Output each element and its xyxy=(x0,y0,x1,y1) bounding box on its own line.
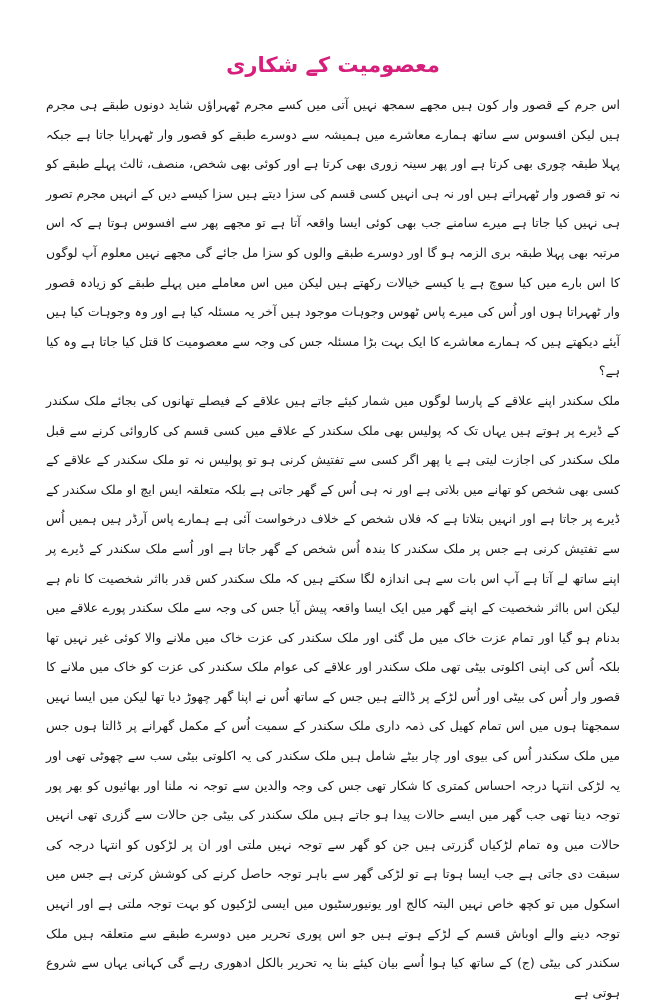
paragraph-intro: اس جرم کے قصور وار کون ہیں مجھے سمجھ نہیں آتی میں کسے مجرم ٹھہراؤں شاید دونوں طبقے ہی مجرم ہیں لیکن افسوس سے ساتھ ہمارے معاشرے میں ہمیشہ سے دوسرے طبقے کو قصور وار ٹھہرایا جاتا ہے جبکہ پہلا طبقہ چوری بھی کرتا ہے اور پھر سینہ زوری بھی کرتا ہے اور کوئی بھی شخص، منصف، ثالث پہلے طبقے کو نہ تو قصور وار ٹھہراتے ہیں اور نہ ہی انہیں کسی قسم کی سزا دیتے ہیں سزا کیسے دیں کے انہیں مجرم تصور ہی نہیں کیا جاتا ہے میرے سامنے جب بھی کوئی ایسا واقعہ آتا ہے تو مجھے پھر سے افسوس ہوتا ہے کہ اس مرتبہ بھی پہلا طبقہ بری الزمہ ہو گا اور دوسرے طبقے والوں کو سزا مل جائے گی مجھے نہیں معلوم آپ لوگوں کا اس بارے میں کیا سوچ ہے یا کیسے خیالات رکھتے ہیں لیکن میں اس معاملے میں پہلے طبقے کو زیادہ قصور وار ٹھہراتا ہوں اور اُس کی میرے پاس ٹھوس وجوہات موجود ہیں آخر یہ مسئلہ کیا ہے اور وہ وجوہات کیا ہیں آیئے دیکھتے ہیں کہ ہمارے معاشرے کا ایک بہت بڑا مسئلہ جس کی وجہ سے معصومیت کا قتل کیا جاتا ہے وہ کیا ہے؟ xyxy=(46,97,620,379)
paragraph-story: ملک سکندر اپنے علاقے کے پارسا لوگوں میں شمار کیئے جاتے ہیں علاقے کے فیصلے تھانوں کی بجائے ملک سکندر کے ڈیرے پر ہوتے ہیں یہاں تک کہ پولیس بھی ملک سکندر کے علاقے میں کسی قسم کی کاروائی کرنے سے قبل ملک سکندر کی اجازت لیتی ہے یا پھر اگر کسی سے تفتیش کرنی ہو تو پولیس نہ تو ملک سکندر کے علاقے کے کسی بھی شخص کو تھانے میں بلاتی ہے اور نہ ہی اُس کے گھر جاتی ہے بلکہ متعلقہ ایس ایچ او ملک سکندر کے ڈیرے پر جاتا ہے اور انہیں بتلاتا ہے کہ فلاں شخص کے خلاف درخواست آئی ہے ہمارے پاس آرڈر ہیں ہمیں اُس سے تفتیش کرنی ہے جس پر ملک سکندر کا بندہ اُس شخص کے گھر جاتا ہے اور اُسے ملک سکندر کے ڈیرے پر اپنے ساتھ لے آتا ہے آپ اس بات سے ہی اندازہ لگا سکتے ہیں کہ ملک سکندر کس قدر بااثر شخصیت کا نام ہے لیکن اس بااثر شخصیت کے اپنے گھر میں ایک ایسا واقعہ پیش آیا جس کی وجہ سے ملک سکندر پورے علاقے میں بدنام ہو گیا اور تمام عزت خاک میں مل گئی اور ملک سکندر کی عزت خاک میں ملانے والا کوئی غیر نہیں تھا بلکہ اُس کی اپنی اکلوتی بیٹی تھی ملک سکندر اور علاقے کی عوام ملک سکندر کی عزت کو خاک میں ملانے کا قصور وار اُس کی بیٹی اور اُس لڑکے پر ڈالتے ہیں جس کے ساتھ اُس نے اپنا گھر چھوڑ دیا تھا لیکن میں ایسا نہیں سمجھتا ہوں میں اس تمام کھیل کی ذمہ داری ملک سکندر کے سمیت اُس کے مکمل گھرانے پر ڈالتا ہوں جس میں ملک سکندر اُس کی بیوی اور چار بیٹے شامل ہیں ملک سکندر کی یہ اکلوتی بیٹی سب سے چھوٹی تھی اور یہ لڑکی انتہا درجہ احساس کمتری کا شکار تھی جس کی وجہ والدین سے توجہ نہ ملنا اور بھائیوں کو بھر پور توجہ دینا تھی جب گھر میں ایسے حالات پیدا ہو جاتے ہیں ملک سکندر کی بیٹی جن حالات سے گزری تھی انہیں حالات میں وہ تمام لڑکیاں گزرتی ہیں جن کو گھر سے توجہ نہیں ملتی اور ان پر لڑکوں کو انتہا درجہ کی سبقت دی جاتی ہے جب ایسا ہوتا ہے تو لڑکی گھر سے باہر توجہ حاصل کرنے کی کوشش کرتی ہے جس میں اسکول میں تو کچھ خاص نہیں البتہ کالج اور یونیورسٹیوں میں ایسی لڑکیوں کو بہت توجہ ملتی ہے اور انہیں توجہ دینے والے اوباش قسم کے لڑکے ہوتے ہیں جو اس پوری تحریر میں دوسرے طبقے سے متعلقہ ہیں ملک سکندر کی بیٹی (ج) کے ساتھ کیا ہوا اُسے بیان کیئے بنا یہ تحریر بالکل ادھوری رہے گی کہانی یہاں سے شروع ہوتی ہے xyxy=(46,392,620,1000)
article-title: معصومیت کے شکاری xyxy=(226,53,440,77)
article-body xyxy=(46,90,620,1007)
